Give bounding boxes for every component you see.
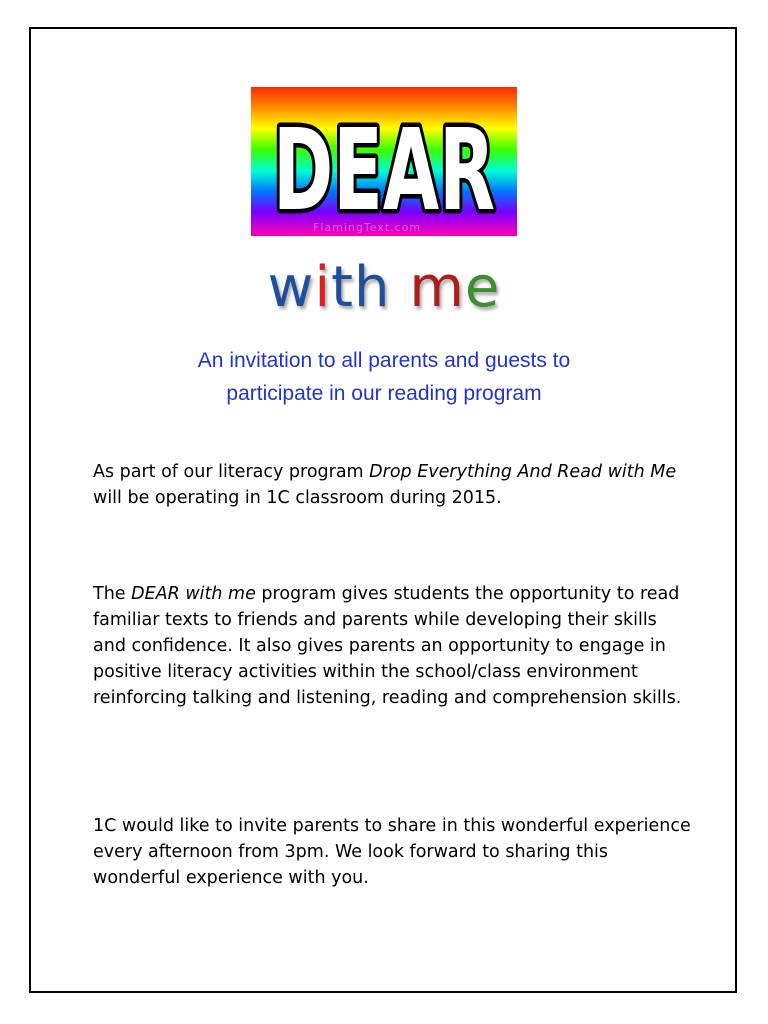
dear-logo-text [251, 87, 517, 236]
p2-text-end: program gives students the opportunity to read familiar texts to friends and parents while developing their skills and confidence. It also gives parents an opportunity to engage in positive literacy activities within the school/class environment reinforcing talking and listening, reading and comprehension skills. [93, 584, 682, 708]
with-me-letter: th [331, 255, 391, 320]
invitation-line-1: An invitation to all parents and guests to [197, 349, 571, 372]
invitation-line-2: participate in our reading program [226, 382, 542, 405]
paragraph-invitation-details: 1C would like to invite parents to share in this wonderful experience every afternoon from 3pm. We look forward to sharing this wonderful experience with you. [93, 816, 691, 888]
dear-logo-word: DEAR [273, 106, 495, 236]
paragraph-program-intro [93, 459, 693, 511]
p1-text-start: As part of our literacy program [93, 462, 370, 482]
p2-program-name: DEAR with me [131, 584, 256, 604]
with-me-space [391, 255, 410, 320]
with-me-letter: e [464, 255, 501, 320]
logo-watermark: FlamingText.com [313, 221, 422, 234]
with-me-letter: w [267, 255, 315, 320]
with-me-letter: i [314, 255, 332, 320]
with-me-letter: m [409, 255, 465, 320]
paragraph-program-description [93, 581, 693, 711]
p1-text-end: will be operating in 1C classroom during 2015. [93, 488, 502, 508]
p1-program-name: Drop Everything And Read with Me [369, 462, 677, 482]
p2-text-start: The [93, 584, 132, 604]
invitation-text [100, 344, 668, 410]
dear-logo-image [251, 87, 517, 236]
with-me-heading [0, 248, 768, 328]
